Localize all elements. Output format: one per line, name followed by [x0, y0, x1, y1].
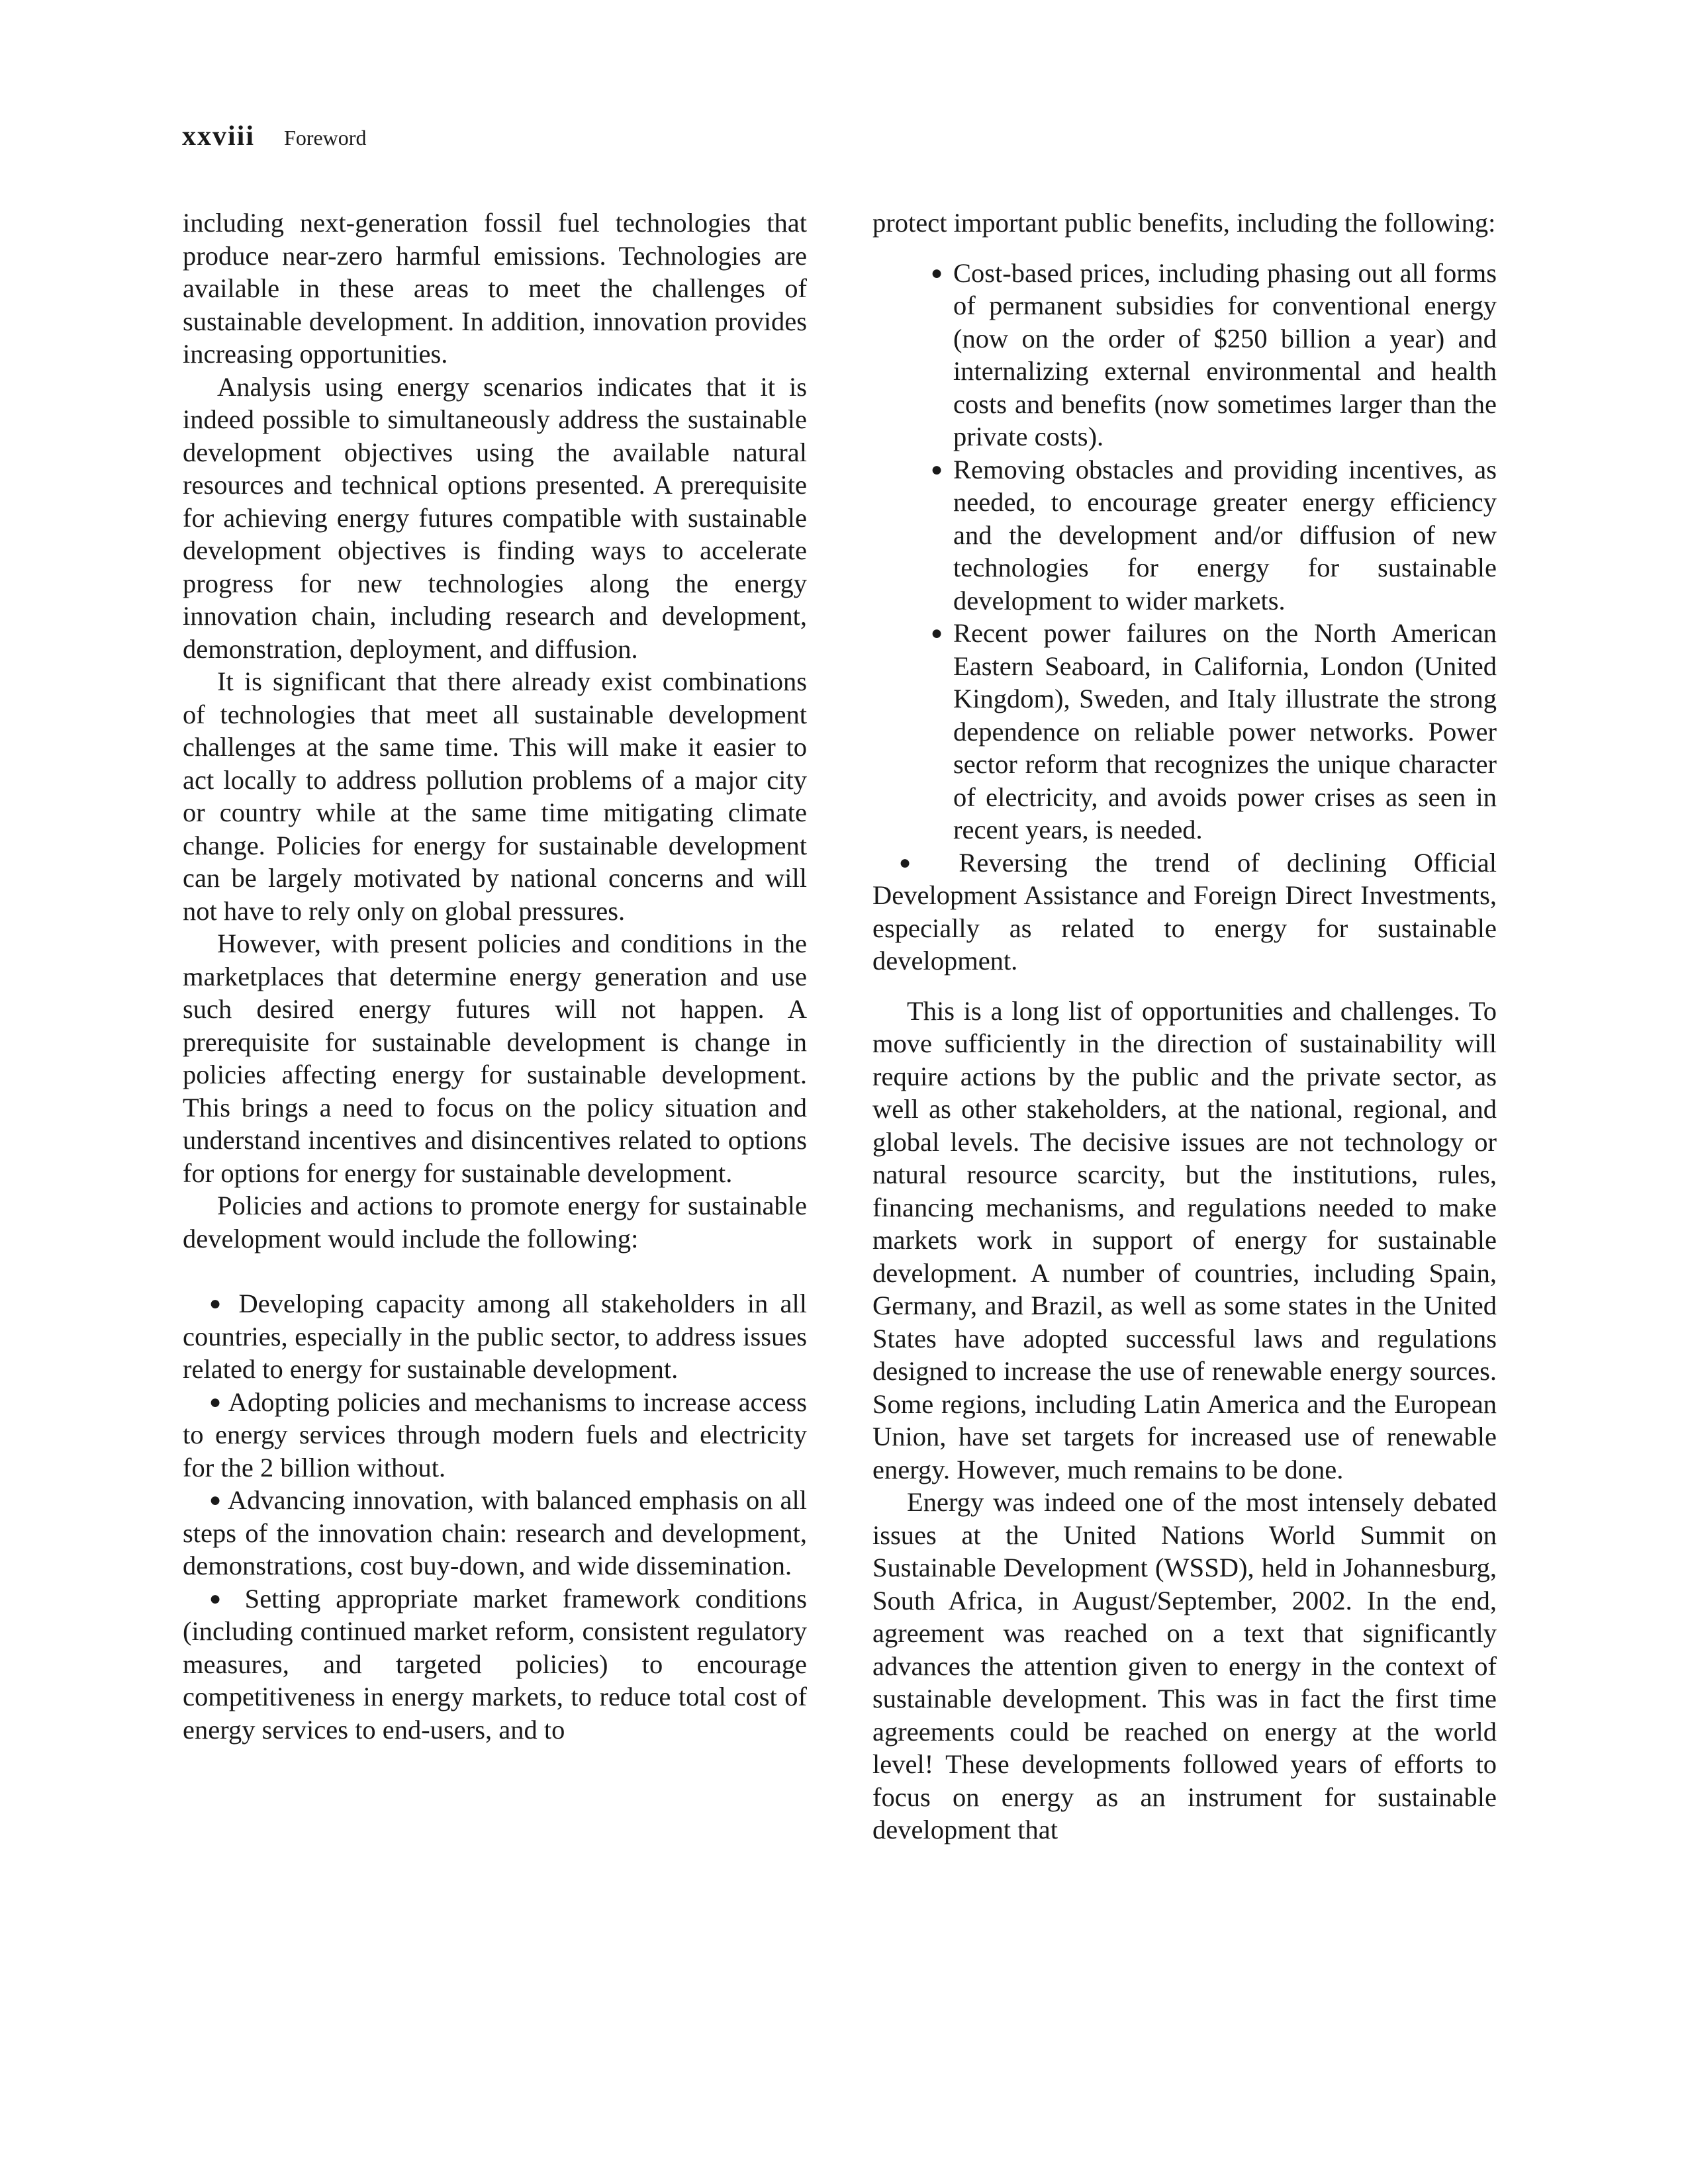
list-item-text: Setting appropriate market framework conditions (including continued market reform, consistent regulatory measures, and targeted policies) to encourage competitiveness in energy markets, to reduce total cost of energy services to end-users, and to	[183, 1583, 808, 1745]
page-number: xxviii	[182, 121, 256, 152]
list-item-text: Developing capacity among all stakeholders in all countries, especially in the public sector, to address issues related to energy for sustainable development.	[183, 1289, 807, 1384]
list-item	[183, 1287, 807, 1386]
bullet-icon: ●	[931, 458, 943, 480]
paragraph: However, with present policies and conditions in the marketplaces that determine energy generation and use such desired energy futures will not happen. A prerequisite for sustainable development is change in policies affecting energy for sustainable development. This brings a need to focus on the policy situation and understand incentives and disincentives related to options for options for energy for sustainable development.	[183, 929, 807, 1188]
list-item-text: Reversing the trend of declining Official Development Assistance and Foreign Direct Investments, especially as related to energy for sustainable development.	[872, 847, 1497, 976]
list-item-text: Cost-based prices, including phasing out all forms of permanent subsidies for conventional energy (now on the order of $250 billion a year) and internalizing external environmental and health costs and benefits (now sometimes larger than the private costs).	[953, 257, 1497, 451]
sub-list-item	[872, 453, 1497, 617]
list-item	[183, 1386, 807, 1484]
bullet-icon: ●	[931, 622, 943, 644]
right-column	[872, 206, 1497, 1846]
list-item-text: Removing obstacles and providing incentives, as needed, to encourage greater energy efficiency and the development and/or diffusion of new technologies for energy for sustainable development to wider markets.	[953, 454, 1497, 615]
paragraph: It is significant that there already exist combinations of technologies that meet all sustainable development challenges at the same time. This will make it easier to act locally to address pollution problems of a major city or country while at the same time mitigating climate change. Policies for energy for sustainable development can be largely motivated by national concerns and will not have to rely only on global pressures.	[183, 666, 807, 926]
bullet-icon: ●	[209, 1390, 222, 1413]
paragraph: This is a long list of opportunities and challenges. To move sufficiently in the direction of sustainability will require actions by the public and the private sector, as well as other stakeholders, at the national, regional, and global levels. The decisive issues are not technology or natural resource scarcity, but the institutions, rules, financing mechanisms, and regulations needed to make markets work in support of energy for sustainable development. A number of countries, including Spain, Germany, and Brazil, as well as some states in the United States have adopted successful laws and regulations designed to increase the use of renewable energy sources. Some regions, including Latin America and the European Union, have set targets for increased use of renewable energy. However, much remains to be done.	[872, 995, 1497, 1484]
bullet-icon: ●	[899, 851, 932, 874]
bullet-icon: ●	[931, 261, 943, 284]
bullet-icon: ●	[209, 1293, 227, 1314]
list-item	[872, 846, 1497, 978]
sub-list-item	[872, 257, 1497, 453]
list-item-text: Advancing innovation, with balanced emphasis on all steps of the innovation chain: research and development, demonstrations, cost buy-down, and wide dissemination.	[183, 1485, 808, 1580]
paragraph: protect important public benefits, including the following:	[872, 208, 1496, 238]
paragraph: Energy was indeed one of the most intensely debated issues at the United Nations World Summit on Sustainable Development (WSSD), held in Johannesburg, South Africa, in August/September, 2002. In the end, agreement was reached on a text that significantly advances the attention given to energy in the context of sustainable development. This was in fact the first time agreements could be reached on energy at the world level! These developments followed years of efforts to focus on energy as an instrument for sustainable development that	[872, 1487, 1497, 1844]
bullet-icon: ●	[209, 1489, 222, 1511]
left-column	[183, 206, 807, 1746]
running-title: Foreword	[284, 126, 367, 150]
list-item	[183, 1582, 807, 1747]
list-item-text: Adopting policies and mechanisms to increase access to energy services through modern fuels and electricity for the 2 billion without.	[183, 1387, 807, 1482]
list-item-text: Recent power failures on the North American Eastern Seaboard, in California, London (United Kingdom), Sweden, and Italy illustrate the strong dependence on reliable power networks. Power sector reform that recognizes the unique character of electricity, and avoids power crises as seen in recent years, is needed.	[953, 618, 1497, 844]
sub-list-item	[872, 617, 1497, 846]
paragraph: Policies and actions to promote energy for sustainable development would include the following:	[183, 1191, 807, 1253]
paragraph: including next-generation fossil fuel technologies that produce near-zero harmful emissions. Technologies are available in these areas to meet the challenges of sustainable development. In addition, innovation provides increasing opportunities.	[183, 208, 807, 369]
page-header	[182, 120, 366, 160]
paragraph: Analysis using energy scenarios indicates that it is indeed possible to simultaneously address the sustainable development objectives using the available natural resources and technical options presented. A prerequisite for achieving energy futures compatible with sustainable development objectives is finding ways to accelerate progress for new technologies along the energy innovation chain, including research and development, demonstration, deployment, and diffusion.	[183, 371, 807, 664]
list-item	[183, 1484, 807, 1582]
bullet-icon: ●	[209, 1587, 230, 1610]
